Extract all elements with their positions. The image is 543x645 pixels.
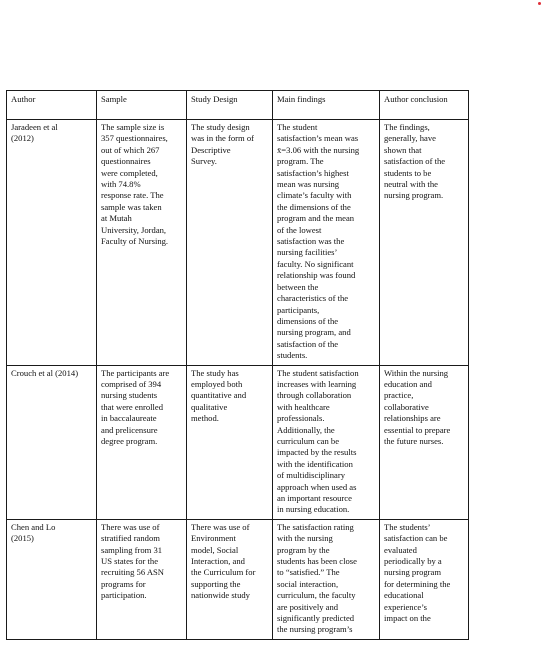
header-author: Author <box>7 91 97 120</box>
cell-sample: The sample size is 357 questionnaires, out of which 267 questionnaires were completed, with 74.8% response rate. The sample was taken at Mutah University, Jordan, Faculty of Nursing. <box>97 120 187 366</box>
cell-author: Chen and Lo (2015) <box>7 519 97 639</box>
header-study-design: Study Design <box>187 91 273 120</box>
cell-sample: There was use of stratified random sampling from 31 US states for the recruiting 56 ASN programs for participation. <box>97 519 187 639</box>
cell-study-design: The study design was in the form of Descriptive Survey. <box>187 120 273 366</box>
table-row <box>7 365 469 519</box>
table-row <box>7 120 469 366</box>
cell-author-conclusion: The findings, generally, have shown that satisfaction of the students to be neutral with the nursing program. <box>380 120 469 366</box>
literature-table <box>6 90 469 640</box>
cell-main-findings: The satisfaction rating with the nursing program by the students has been close to “satisfied.” The social interaction, curriculum, the faculty are positively and significantly predicted the nursing program’s <box>273 519 380 639</box>
cell-author: Jaradeen et al (2012) <box>7 120 97 366</box>
cell-main-findings: The student satisfaction’s mean was x̄=3.06 with the nursing program. The satisfaction’s highest mean was nursing climate’s faculty with the dimensions of the program and the mean of the lowest satisfaction was the nursing facilities’ faculty. No significant relationship was found between the characteristics of the participants, dimensions of the nursing program, and satisfaction of the students. <box>273 120 380 366</box>
cell-author-conclusion: Within the nursing education and practice, collaborative relationships are essential to prepare the future nurses. <box>380 365 469 519</box>
cell-author-conclusion: The students’ satisfaction can be evaluated periodically by a nursing program for determining the educational experience’s impact on the <box>380 519 469 639</box>
cell-study-design: There was use of Environment model, Social Interaction, and the Curriculum for supporting the nationwide study <box>187 519 273 639</box>
red-dot-marker <box>538 2 541 5</box>
table-row <box>7 519 469 639</box>
cell-main-findings: The student satisfaction increases with learning through collaboration with healthcare professionals. Additionally, the curriculum can be impacted by the results with the identification of multidisciplinary approach when used as an important resource in nursing education. <box>273 365 380 519</box>
header-sample: Sample <box>97 91 187 120</box>
table-header-row <box>7 91 469 120</box>
header-main-findings: Main findings <box>273 91 380 120</box>
header-author-conclusion: Author conclusion <box>380 91 469 120</box>
cell-study-design: The study has employed both quantitative and qualitative method. <box>187 365 273 519</box>
cell-author: Crouch et al (2014) <box>7 365 97 519</box>
cell-sample: The participants are comprised of 394 nursing students that were enrolled in baccalaureate and prelicensure degree program. <box>97 365 187 519</box>
